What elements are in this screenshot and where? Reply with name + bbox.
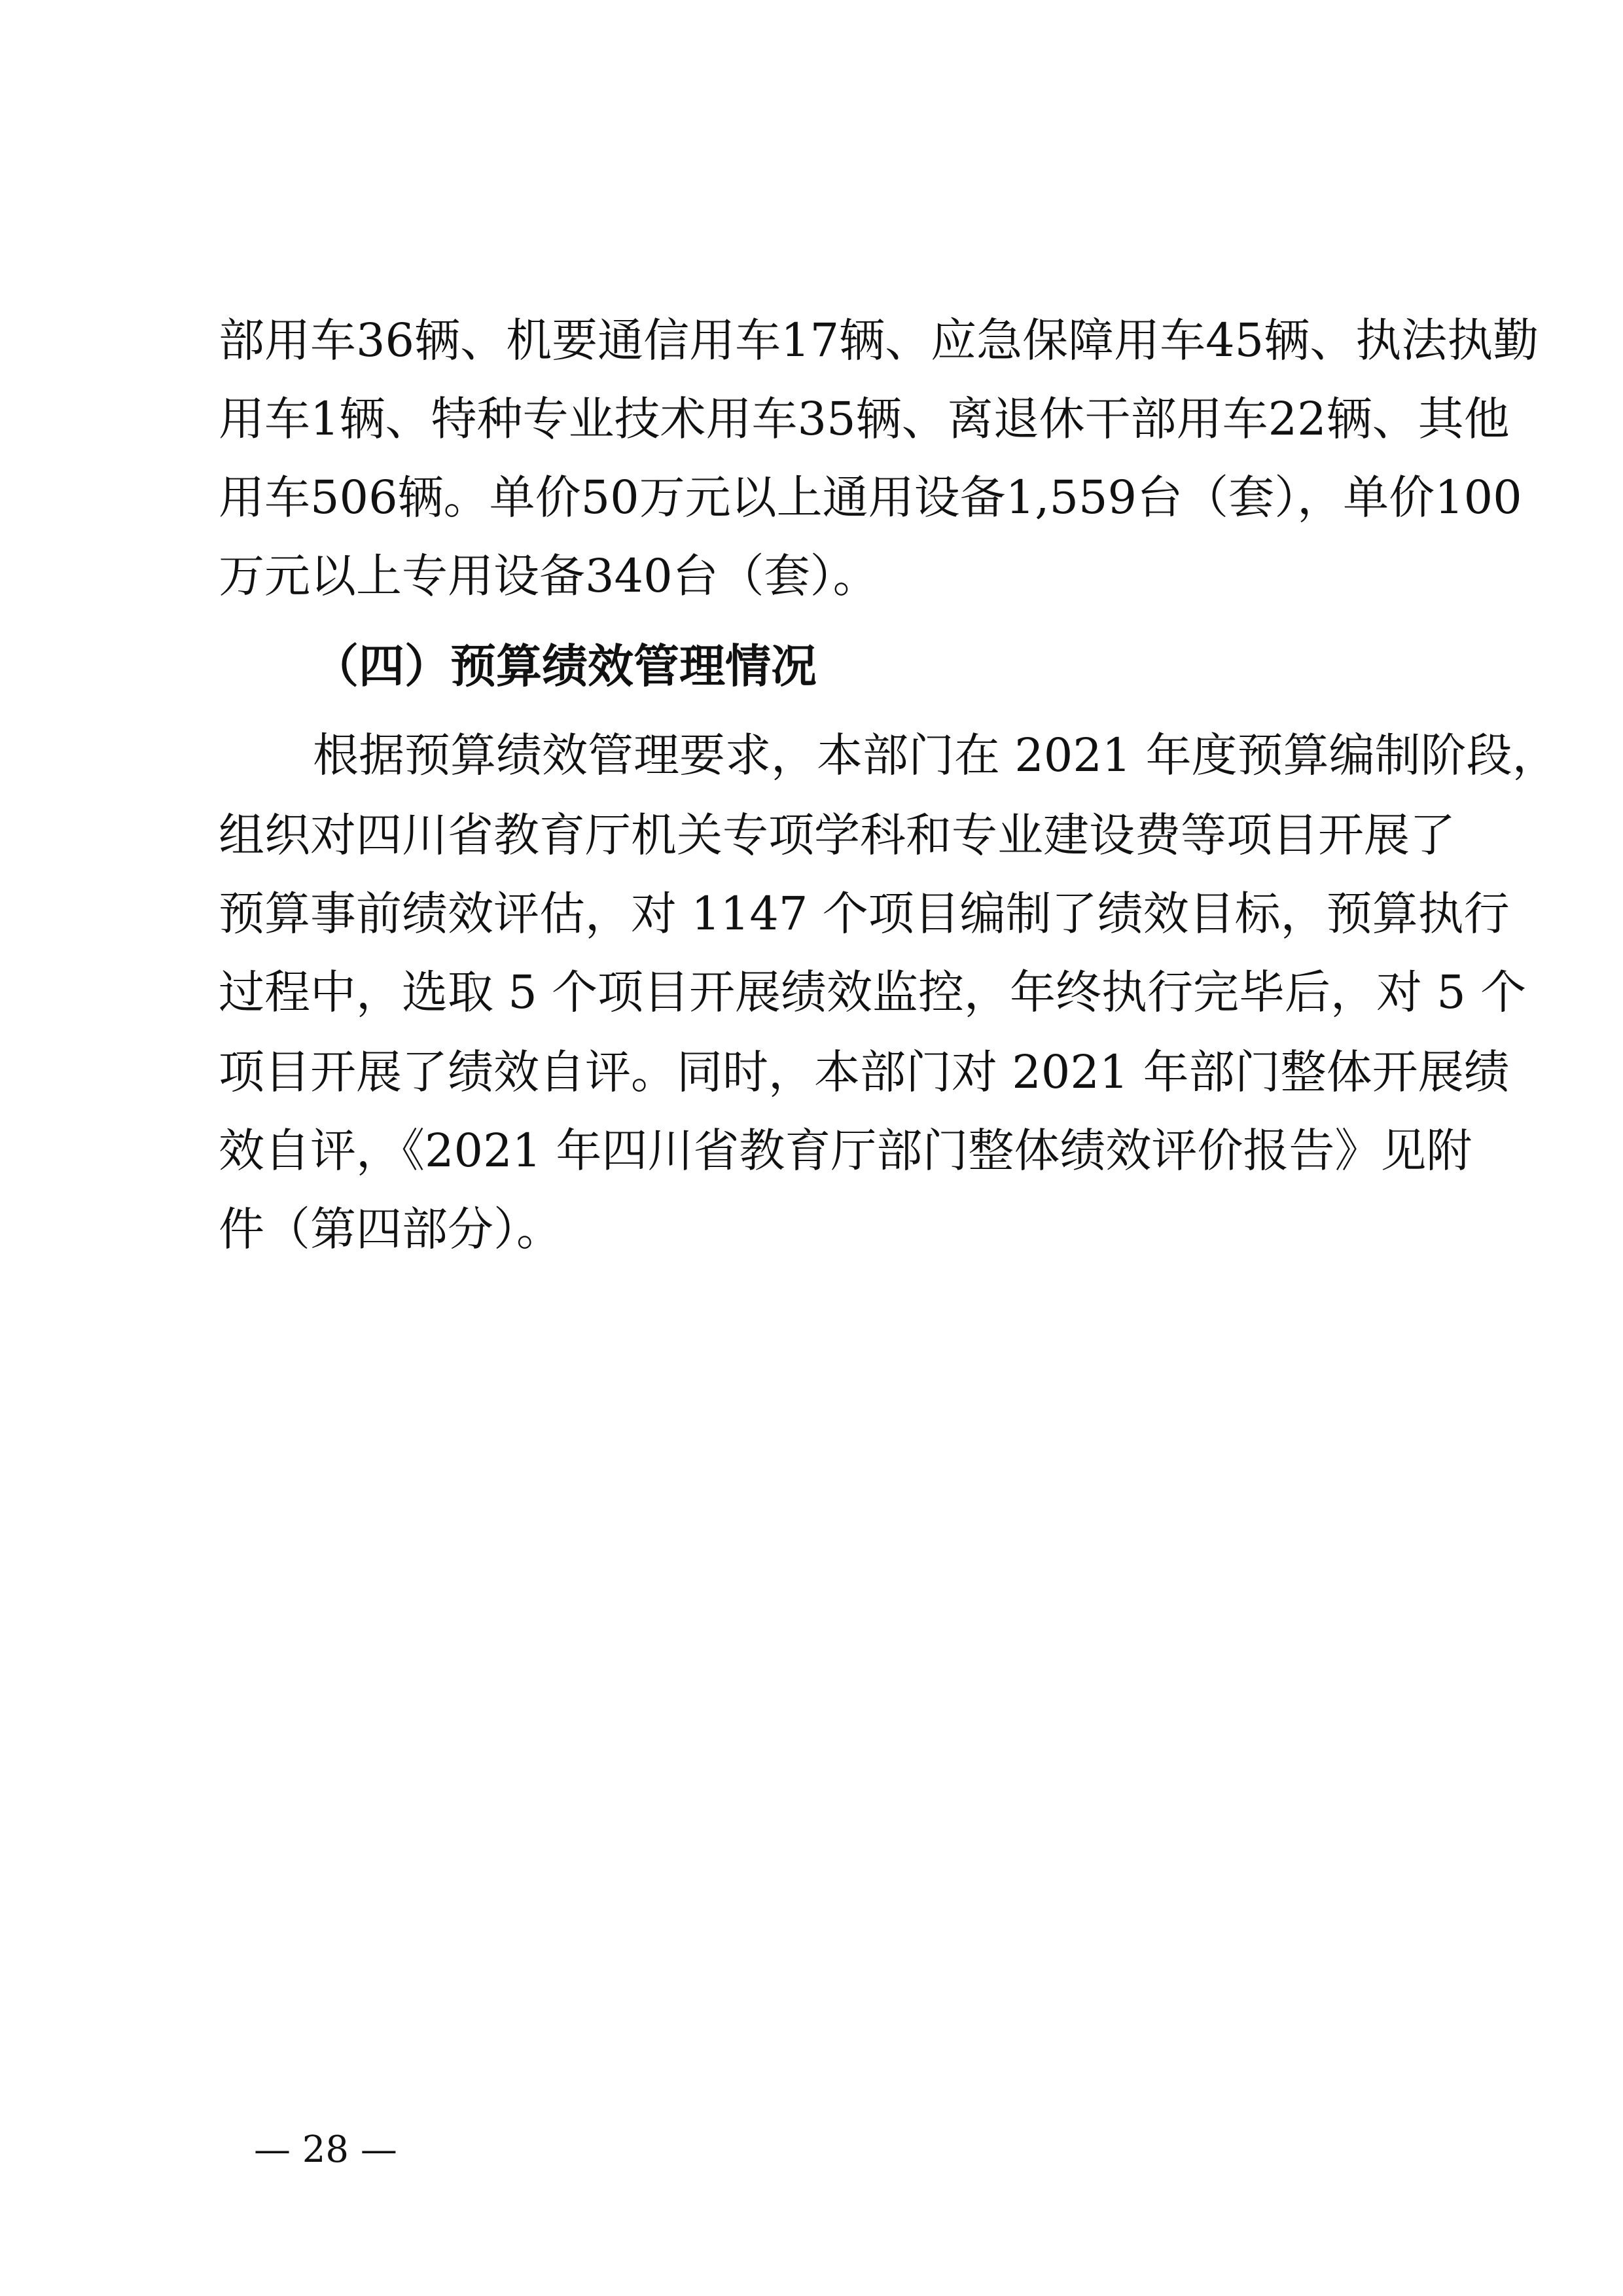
- paragraph2-line-2: 组织对四川省教育厅机关专项学科和专业建设费等项目开展了: [219, 808, 1455, 862]
- paragraph1-line-4: 万元以上专用设备340台（套）。: [219, 549, 879, 603]
- paragraph1-line-1: 部用车36辆、机要通信用车17辆、应急保障用车45辆、执法执勤: [219, 314, 1539, 367]
- paragraph2-line-1: 根据预算绩效管理要求，本部门在 2021 年度预算编制阶段，: [313, 728, 1558, 782]
- paragraph1-line-3: 用车506辆。单价50万元以上通用设备1,559台（套），单价100: [219, 471, 1522, 524]
- paragraph2-line-6: 效自评，《2021 年四川省教育厅部门整体绩效评价报告》见附: [219, 1124, 1472, 1177]
- section-heading: （四）预算绩效管理情况: [313, 639, 817, 693]
- paragraph2-line-3: 预算事前绩效评估，对 1147 个项目编制了绩效目标，预算执行: [219, 887, 1510, 941]
- paragraph1-line-2: 用车1辆、特种专业技术用车35辆、离退休干部用车22辆、其他: [219, 392, 1510, 446]
- paragraph2-line-7: 件（第四部分）。: [219, 1202, 562, 1256]
- paragraph2-line-4: 过程中，选取 5 个项目开展绩效监控，年终执行完毕后，对 5 个: [219, 965, 1527, 1019]
- page-number: — 28 —: [254, 2128, 397, 2171]
- paragraph2-line-5: 项目开展了绩效自评。同时，本部门对 2021 年部门整体开展绩: [219, 1045, 1510, 1099]
